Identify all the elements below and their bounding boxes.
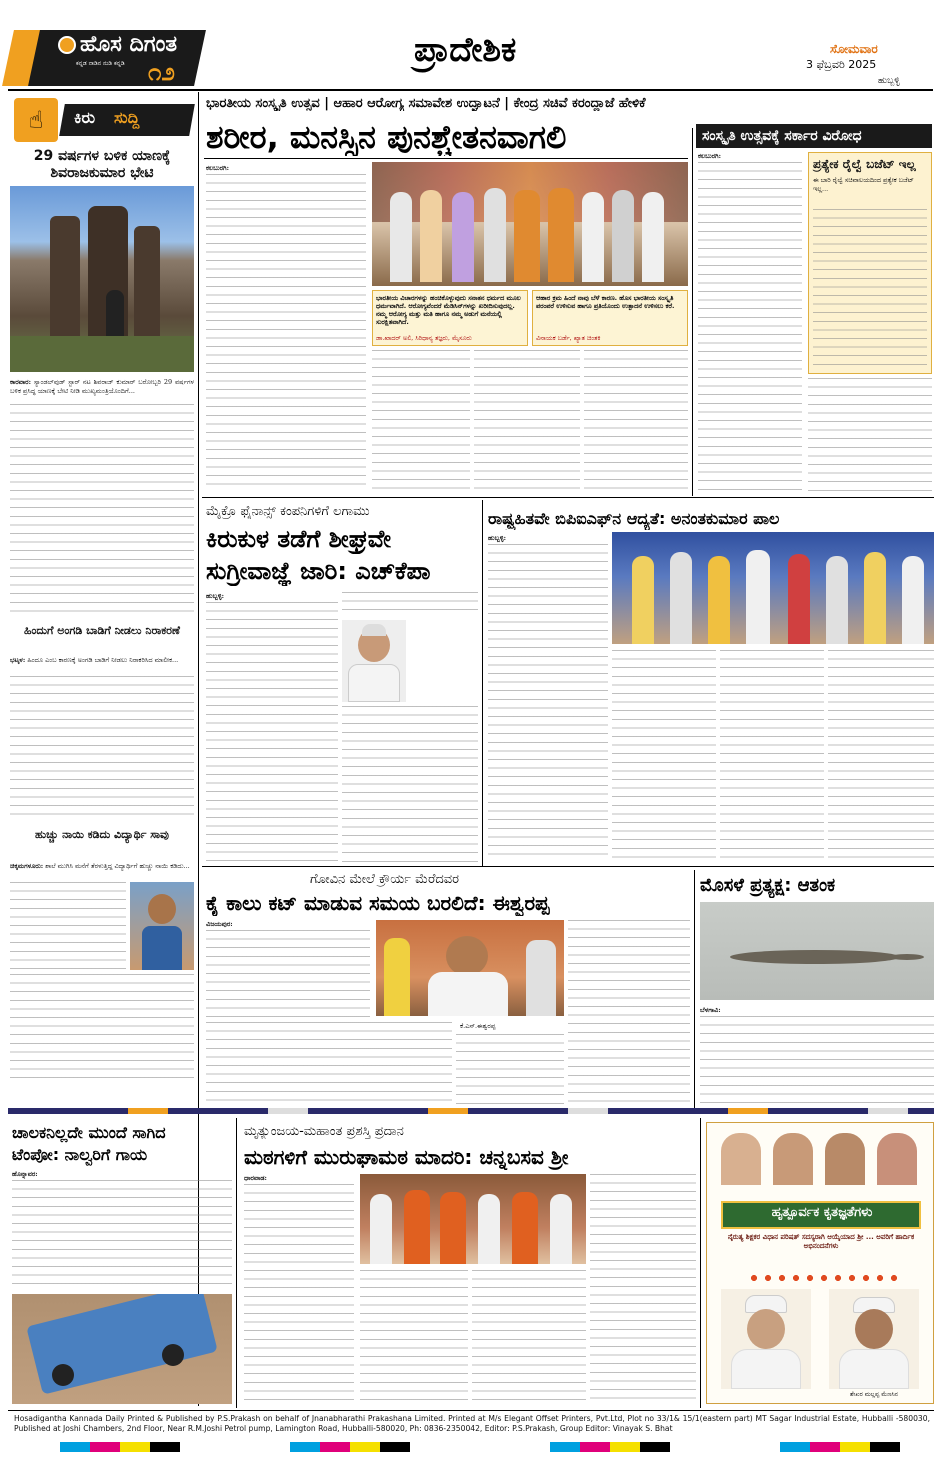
microfinance-right-rule — [482, 500, 483, 866]
cow-body — [206, 920, 370, 930]
microfinance-body-lines-2 — [342, 706, 478, 862]
lead-right-rule — [692, 128, 693, 496]
section-divider-band — [8, 1108, 934, 1114]
matha-kicker: ಮೃತ್ಯುಂಜಯ-ಮಹಾಂತ ಪ್ರಶಸ್ತಿ ಪ್ರದಾನ — [244, 1124, 404, 1139]
microfinance-body-lines-1 — [206, 602, 338, 862]
story2-body — [10, 656, 194, 676]
matha-right-rule — [700, 1118, 701, 1408]
sidebar-body — [698, 152, 802, 162]
ad-text: ನೈರುತ್ಯ ಶಿಕ್ಷಕರ ವಿಧಾನ ಪರಿಷತ್ ಸದಸ್ಯರಾಗಿ ಆಯ್ಕೆಯಾದ ಶ್ರೀ ... ಅವರಿಗೆ ಹಾರ್ದಿಕ ಅಭಿನಂದನೆಗಳು — [727, 1233, 915, 1250]
lead-kicker: ಭಾರತೀಯ ಸಂಸ್ಕೃತಿ ಉತ್ಸವ | ಆಹಾರ ಆರೋಗ್ಯ ಸಮಾವೇಶ ಉದ್ಘಾಟನೆ | ಕೇಂದ್ರ ಸಚಿವೆ ಕರಂದ್ಲಾಜೆ ಹೇಳಿಕೆ — [206, 96, 646, 111]
bpief-dateline: ಹುಬ್ಬಳ್ಳಿ: — [488, 534, 507, 542]
matha-body-lines-4 — [590, 1174, 696, 1404]
tempo-body-lines — [12, 1180, 232, 1290]
logo-icon — [58, 36, 76, 54]
lead-headline: ಶರೀರ, ಮನಸ್ಸಿನ ಪುನಶ್ಚೇತನವಾಗಲಿ — [206, 118, 567, 156]
lead-body-col1 — [206, 164, 366, 174]
story3-text: ಶಾಲೆ ಮುಗಿಸಿ ಮನೆಗೆ ತೆರಳುತ್ತಿದ್ದ ವಿದ್ಯಾರ್ಥಿಗೆ ಹುಚ್ಚು ನಾಯಿ ಕಡಿದು... — [45, 862, 190, 870]
cmyk-marks — [0, 1440, 945, 1454]
masthead-rule — [8, 89, 933, 91]
microfinance-body-lines-3 — [342, 592, 478, 616]
tempo-photo — [12, 1294, 232, 1404]
bpief-body-lines — [488, 544, 608, 862]
rail-budget-headline: ಪ್ರತ್ಯೇಕ ರೈಲ್ವೆ ಬಜೆಟ್ ಇಲ್ಲ — [813, 157, 916, 171]
microfinance-kicker: ಮೈಕ್ರೊ ಫೈನಾನ್ಸ್ ಕಂಪನಿಗಳಿಗೆ ಲಗಾಮು — [206, 504, 370, 519]
tempo-headline-1: ಚಾಲಕನಿಲ್ಲದೇ ಮುಂದೆ ಸಾಗಿದ — [12, 1123, 166, 1142]
logo-text: ಹೊಸ ದಿಗಂತ — [80, 32, 178, 57]
masthead — [0, 0, 945, 92]
lead-body-lines-col3 — [474, 350, 580, 492]
story3-body-lines-2 — [10, 974, 194, 1084]
microfinance-photo — [342, 620, 406, 702]
cow-headline: ಕೈ ಕಾಲು ಕಟ್ ಮಾಡುವ ಸಮಯ ಬರಲಿದೆ: ಈಶ್ವರಪ್ಪ — [206, 891, 550, 915]
matha-body — [244, 1174, 354, 1184]
ad-box — [706, 1122, 934, 1404]
cow-body-lines-4 — [568, 920, 690, 1106]
cow-dateline: ವಿಜಯಪುರ: — [206, 920, 233, 928]
story3-dateline: ಚಿಕ್ಕಮಗಳೂರು: — [10, 862, 44, 870]
row2-bottom-rule — [202, 866, 934, 867]
ad-portraits — [713, 1129, 929, 1197]
story3-photo — [130, 882, 194, 970]
row1-bottom-rule — [202, 497, 934, 498]
sidebar-body-lines-2 — [808, 378, 932, 492]
story1-body-lines — [10, 404, 194, 618]
bpief-body-lines-4 — [828, 650, 934, 862]
rail-budget-box — [808, 152, 932, 374]
story2-dateline: ಭಟ್ಕಳ: — [10, 656, 26, 664]
microfinance-headline-2: ಸುಗ್ರೀವಾಜ್ಞೆ ಜಾರಿ: ಎಚ್‌ಕೆಪಾ — [206, 557, 431, 585]
cow-body-lines-2 — [206, 1022, 452, 1106]
bpief-photo — [612, 532, 934, 644]
masthead-city: ಹುಬ್ಬಳ್ಳಿ — [878, 76, 900, 86]
matha-headline: ಮಠಗಳಿಗೆ ಮುರುಘಾಮಠ ಮಾದರಿ: ಚನ್ನಬಸವ ಶ್ರೀ — [244, 1145, 569, 1169]
cow-right-rule — [694, 870, 695, 1110]
story1-dateline: ಕಾರವಾರ: — [10, 378, 31, 386]
bpief-body-lines-3 — [720, 650, 824, 862]
story3-body-lines — [10, 882, 126, 972]
lead-headline-rule — [204, 158, 688, 159]
section-title: ಪ್ರಾದೇಶಿಕ — [414, 30, 517, 70]
story3-headline: ಹುಚ್ಚು ನಾಯಿ ಕಡಿದು ವಿದ್ಯಾರ್ಥಿ ಸಾವು — [35, 828, 169, 841]
ad-person-caption: ಶೇಖರ ಮಲ್ಲಪ್ಪ ಮೆಣಸಿನ — [850, 1391, 898, 1398]
matha-body-lines-2 — [360, 1270, 468, 1404]
crocodile-dateline: ಬೆಳಗಾವಿ: — [700, 1006, 721, 1014]
crocodile-body — [700, 1006, 934, 1016]
microfinance-body — [206, 592, 338, 602]
crocodile-body-lines — [700, 1016, 934, 1106]
microfinance-headline-1: ಕಿರುಕುಳ ತಡೆಗೆ ಶೀಘ್ರವೇ — [206, 525, 392, 553]
rail-budget-text: ಈ ಬಾರಿ ರೈಲ್ವೆ ಸಚಿವಾಲಯದಿಂದ ಪ್ರತ್ಯೇಕ ಬಜೆಟ್ ಇಲ್ಲ... — [813, 176, 914, 193]
matha-dateline: ಧಾರವಾಡ: — [244, 1174, 267, 1182]
kirusuddi-label-prefix: ಕಿರು — [74, 108, 96, 127]
crocodile-headline: ಮೊಸಳೆ ಪ್ರತ್ಯಕ್ಷ: ಆತಂಕ — [700, 875, 836, 896]
bpief-body-lines-2 — [612, 650, 716, 862]
lead-body-lines-col1 — [206, 174, 366, 492]
masthead-day: ಸೋಮವಾರ — [830, 42, 878, 56]
story3-body — [10, 862, 194, 880]
logo-tagline: ಕನ್ನಡ ನಾಡಿನ ನುಡಿ ಕನ್ನಡಿ — [76, 60, 125, 67]
crocodile-photo — [700, 902, 934, 1000]
sidebar-dateline: ಕಲಬುರಗಿ: — [698, 152, 721, 160]
kirusuddi-label-suffix: ಸುದ್ದಿ — [114, 108, 140, 127]
tempo-dateline: ಹೊನ್ನಾವರ: — [12, 1170, 38, 1178]
page-number: ೧೨ — [148, 58, 175, 86]
tempo-right-rule — [236, 1118, 237, 1408]
lead-quote1-author: ಡಾ.ಖಾದರ್ ಅಲಿ, ಸಿರಿಧಾನ್ಯ ತಜ್ಞರು, ಮೈಸೂರು — [376, 334, 472, 342]
ad-person-1 — [721, 1289, 811, 1389]
bpief-headline: ರಾಷ್ಟ್ರಹಿತವೇ ಬಿಪಿಐಎಫ್‌ನ ಆದ್ಯತೆ: ಅನಂತಕುಮಾರ ಪಾಲ — [488, 509, 780, 528]
lead-body-lines-col4 — [584, 350, 688, 492]
ad-flowers — [747, 1271, 897, 1285]
lead-body-lines-col2 — [372, 350, 470, 492]
story2-headline: ಹಿಂದುಗೆ ಅಂಗಡಿ ಬಾಡಿಗೆ ನೀಡಲು ನಿರಾಕರಣೆ — [24, 624, 180, 637]
cow-photo — [376, 920, 564, 1016]
tempo-headline-2: ಟೆಂಪೋ: ನಾಲ್ವರಿಗೆ ಗಾಯ — [12, 1145, 148, 1164]
footer-imprint: Hosadigantha Kannada Daily Printed & Published by P.S.Prakash on behalf of Jnanabharathi Prakashana Limited. Printed at M/s Elegant Offset Printers, Pvt.Ltd, Plot no 33/1& 15/1(eastern part) MT Sagar Industrial Estate, Hubballi -580030, Published at Joshi Chambers, 2nd Floor, Near R.M.Joshi Petrol pump, Lamington Road, Hubballi-580020, Ph: 0836-2350042, Editor: P.S.Prakash, Group Editor: Vinayak S. Bhat — [14, 1414, 930, 1433]
cow-kicker: ಗೋವಿನ ಮೇಲೆ ಕ್ರೌರ್ಯ ಮೆರೆದವರ — [310, 872, 459, 887]
kirusuddi-header — [14, 98, 196, 142]
sidebar-body-lines — [698, 162, 802, 492]
matha-body-lines-3 — [472, 1270, 586, 1404]
story2-text: ಹಿಂದೂ ಎಂಬ ಕಾರಣಕ್ಕೆ ಅಂಗಡಿ ಬಾಡಿಗೆ ನೀಡಲು ನಿರಾಕರಿಸಿದ ಮಾಲೀಕ... — [27, 656, 179, 664]
masthead-date: 3 ಫೆಬ್ರವರಿ 2025 — [806, 58, 877, 71]
hand-icon: ☝ — [14, 98, 58, 142]
microfinance-dateline: ಹುಬ್ಬಳ್ಳಿ: — [206, 592, 225, 600]
lead-quote2 — [532, 290, 688, 346]
story1-text: ಸ್ಯಾಂಡಲ್‌ವುಡ್ ಸ್ಟಾರ್ ನಟ ಶಿವರಾಜ್ ಕುಮಾರ್ ಬರೋಬ್ಬರಿ 29 ವರ್ಷಗಳ ಬಳಿಕ ಪ್ರಸಿದ್ಧ ಯಾಣಕ್ಕೆ ಬೇಟಿ ನೀಡಿ ಮುಖ್ಯಮಂತ್ರಿಯೊಂದಿಗೆ... — [10, 378, 194, 395]
bpief-body — [488, 534, 608, 544]
story1-headline: 29 ವರ್ಷಗಳ ಬಳಿಕ ಯಾಣಕ್ಕೆ ಶಿವರಾಜಕುಮಾರ ಭೇಟಿ — [33, 148, 171, 181]
lead-quote1 — [372, 290, 528, 346]
footer-rule — [8, 1410, 934, 1411]
lead-quote2-author: ವಿನಾಯಕ ಬರ್ಡೆ, ಖ್ಯಾತ ಚಿಂತಕಿ — [536, 334, 601, 342]
tempo-body — [12, 1170, 232, 1180]
matha-body-lines-1 — [244, 1184, 354, 1404]
lead-dateline: ಕಲಬುರಗಿ: — [206, 164, 229, 172]
lead-photo — [372, 162, 688, 286]
matha-photo — [360, 1174, 586, 1264]
lead-quote1-text: ಭಾರತೀಯ ವಿಚಾರಗಳನ್ನು ಹಂಚಿಕೊಳ್ಳುವುದು ಸನಾತನ ಧರ್ಮದ ಮೂಲ ಧರ್ಮವಾಗಿದೆ. ಆರೋಗ್ಯವೆಂದರೆ ಮೆಡಿಸಿನ್‌ಗಳನ್ನು ಖರೀದಿಸುವುದಲ್ಲ. ನಮ್ಮ ಆರೋಗ್ಯ ಮತ್ತು ಮತಿ ಹಾಗೂ ನಮ್ಮ ಅಡುಗೆ ಮನೆಯಲ್ಲಿ ಸುರಕ್ಷಿತವಾಗಿದೆ. — [376, 294, 521, 326]
cow-body-lines-3 — [456, 1034, 564, 1106]
cow-caption: ಕೆ.ಎಸ್.ಈಶ್ವರಪ್ಪ — [460, 1022, 496, 1030]
cow-body-lines-1 — [206, 930, 370, 1018]
ad-person-2 — [829, 1289, 919, 1389]
ad-banner: ಹೃತ್ಪೂರ್ವಕ ಕೃತಜ್ಞತೆಗಳು — [771, 1205, 873, 1220]
story2-body-lines — [10, 676, 194, 818]
lead-quote2-text: ಆಹಾರ ಕ್ರಮ ಹಿಂದೆ ನಾವು ಬೆಳೆ ಕಾರಣ. ಹೊಸ ಭಾರತೀಯ ಸಂಸ್ಕೃತಿ ಪರಂಪರೆ ಉಳಿಸುವ ಹಾಗೂ ಪ್ರತಿಯೊಂದು ಉತ್ಪಾದನೆ ಉಳಿಸಲು ಕರೆ. — [536, 294, 675, 310]
sidebar-headline: ಸಂಸ್ಕೃತಿ ಉತ್ಸವಕ್ಕೆ ಸರ್ಕಾರ ವಿರೋಧ — [702, 128, 862, 144]
story1-photo — [10, 186, 194, 372]
